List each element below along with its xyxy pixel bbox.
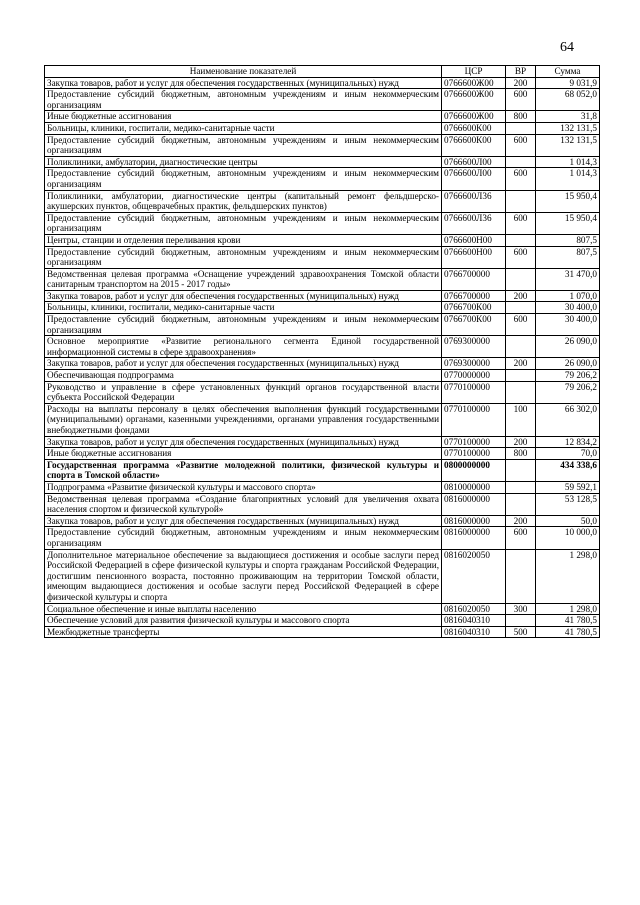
cell-vr: 600 — [506, 168, 536, 190]
table-row — [45, 370, 600, 382]
table-row — [45, 381, 600, 403]
header-sum: Сумма — [536, 66, 600, 78]
cell-sum: 1 298,0 — [536, 603, 600, 615]
cell-csr: 0766700К00 — [442, 314, 506, 336]
cell-csr: 0770100000 — [442, 403, 506, 436]
cell-vr — [506, 190, 536, 212]
table-row — [45, 190, 600, 212]
cell-sum: 53 128,5 — [536, 493, 600, 515]
cell-csr: 0766600Н00 — [442, 234, 506, 246]
cell-vr: 200 — [506, 515, 536, 527]
cell-name: Предоставление субсидий бюджетным, автономным учреждениям и иным некоммерческим организациям — [45, 168, 442, 190]
table-row — [45, 615, 600, 627]
cell-vr — [506, 493, 536, 515]
table-row — [45, 290, 600, 302]
table-row — [45, 549, 600, 603]
cell-csr: 0770100000 — [442, 436, 506, 448]
cell-vr: 600 — [506, 212, 536, 234]
cell-vr: 200 — [506, 436, 536, 448]
cell-vr: 600 — [506, 134, 536, 156]
cell-vr — [506, 481, 536, 493]
cell-name: Социальное обеспечение и иные выплаты населению — [45, 603, 442, 615]
cell-csr: 0816040310 — [442, 626, 506, 638]
cell-csr: 0766600Н00 — [442, 246, 506, 268]
cell-vr — [506, 459, 536, 481]
table-row — [45, 77, 600, 89]
cell-name: Закупка товаров, работ и услуг для обеспечения государственных (муниципальных) нужд — [45, 77, 442, 89]
cell-vr — [506, 336, 536, 358]
header-csr: ЦСР — [442, 66, 506, 78]
cell-csr: 0766700000 — [442, 290, 506, 302]
cell-sum: 79 206,2 — [536, 381, 600, 403]
table-row — [45, 358, 600, 370]
cell-vr — [506, 615, 536, 627]
cell-name: Предоставление субсидий бюджетным, автономным учреждениям и иным некоммерческим организациям — [45, 527, 442, 549]
cell-name: Больницы, клиники, госпитали, медико-санитарные части — [45, 122, 442, 134]
cell-sum: 9 031,9 — [536, 77, 600, 89]
cell-sum: 807,5 — [536, 246, 600, 268]
cell-sum: 50,0 — [536, 515, 600, 527]
cell-name: Предоставление субсидий бюджетным, автономным учреждениям и иным некоммерческим организациям — [45, 314, 442, 336]
cell-vr: 600 — [506, 527, 536, 549]
table-row — [45, 89, 600, 111]
cell-csr: 0766600Ж00 — [442, 89, 506, 111]
cell-vr: 600 — [506, 246, 536, 268]
cell-sum: 26 090,0 — [536, 358, 600, 370]
cell-csr: 0766600К00 — [442, 134, 506, 156]
cell-sum: 10 000,0 — [536, 527, 600, 549]
cell-sum: 79 206,2 — [536, 370, 600, 382]
table-row — [45, 122, 600, 134]
cell-sum: 26 090,0 — [536, 336, 600, 358]
table-row — [45, 515, 600, 527]
cell-sum: 68 052,0 — [536, 89, 600, 111]
cell-vr — [506, 156, 536, 168]
cell-sum: 31,8 — [536, 111, 600, 123]
cell-csr: 0769300000 — [442, 336, 506, 358]
table-row — [45, 336, 600, 358]
cell-csr: 0770100000 — [442, 448, 506, 460]
cell-sum: 41 780,5 — [536, 615, 600, 627]
cell-name: Предоставление субсидий бюджетным, автономным учреждениям и иным некоммерческим организациям — [45, 212, 442, 234]
cell-vr: 100 — [506, 403, 536, 436]
cell-vr: 800 — [506, 448, 536, 460]
cell-sum: 434 338,6 — [536, 459, 600, 481]
cell-csr: 0800000000 — [442, 459, 506, 481]
cell-sum: 1 014,3 — [536, 168, 600, 190]
table-row — [45, 234, 600, 246]
table-row — [45, 156, 600, 168]
table-row — [45, 314, 600, 336]
cell-csr: 0816000000 — [442, 493, 506, 515]
cell-csr: 0816020050 — [442, 603, 506, 615]
table-row — [45, 481, 600, 493]
table-row — [45, 168, 600, 190]
cell-name: Центры, станции и отделения переливания крови — [45, 234, 442, 246]
cell-name: Предоставление субсидий бюджетным, автономным учреждениям и иным некоммерческим организациям — [45, 134, 442, 156]
cell-name: Расходы на выплаты персоналу в целях обеспечения выполнения функций государственными (муниципальными) органами, казенными учреждениями, органами управления государственными внебюджетными фондами — [45, 403, 442, 436]
cell-name: Предоставление субсидий бюджетным, автономным учреждениям и иным некоммерческим организациям — [45, 89, 442, 111]
cell-vr — [506, 302, 536, 314]
cell-vr — [506, 370, 536, 382]
cell-name: Поликлиники, амбулатории, диагностические центры (капитальный ремонт фельдшерско-акушерских пунктов, общеврачебных практик, фельдшерских пунктов) — [45, 190, 442, 212]
table-row — [45, 403, 600, 436]
table-row — [45, 212, 600, 234]
cell-csr: 0770000000 — [442, 370, 506, 382]
cell-csr: 0766600Ж00 — [442, 77, 506, 89]
cell-csr: 0769300000 — [442, 358, 506, 370]
cell-name: Закупка товаров, работ и услуг для обеспечения государственных (муниципальных) нужд — [45, 436, 442, 448]
cell-vr — [506, 381, 536, 403]
header-name: Наименование показателей — [45, 66, 442, 78]
cell-name: Подпрограмма «Развитие физической культуры и массового спорта» — [45, 481, 442, 493]
cell-name: Обеспечивающая подпрограмма — [45, 370, 442, 382]
cell-vr: 600 — [506, 314, 536, 336]
cell-sum: 31 470,0 — [536, 268, 600, 290]
cell-csr: 0770100000 — [442, 381, 506, 403]
cell-name: Иные бюджетные ассигнования — [45, 448, 442, 460]
cell-sum: 807,5 — [536, 234, 600, 246]
cell-vr: 300 — [506, 603, 536, 615]
cell-csr: 0816020050 — [442, 549, 506, 603]
cell-sum: 59 592,1 — [536, 481, 600, 493]
cell-name: Закупка товаров, работ и услуг для обеспечения государственных (муниципальных) нужд — [45, 515, 442, 527]
cell-name: Поликлиники, амбулатории, диагностические центры — [45, 156, 442, 168]
cell-sum: 132 131,5 — [536, 122, 600, 134]
cell-name: Предоставление субсидий бюджетным, автономным учреждениям и иным некоммерческим организациям — [45, 246, 442, 268]
cell-sum: 1 070,0 — [536, 290, 600, 302]
cell-csr: 0816000000 — [442, 527, 506, 549]
table-row — [45, 134, 600, 156]
cell-name: Дополнительное материальное обеспечение за выдающиеся достижения и особые заслуги перед Российской Федерацией в сфере физической культуры и спорта гражданам Российской Федерации, достигшим пенсионного возраста, постоянно проживающим на территории Томской области, имеющим выдающиеся достижения и особые заслуги перед Российской Федерацией в сфере физической культуры и спорта — [45, 549, 442, 603]
cell-sum: 15 950,4 — [536, 212, 600, 234]
cell-vr: 600 — [506, 89, 536, 111]
cell-vr — [506, 122, 536, 134]
cell-sum: 1 298,0 — [536, 549, 600, 603]
cell-csr: 0766600Ж00 — [442, 111, 506, 123]
header-vr: ВР — [506, 66, 536, 78]
table-row — [45, 246, 600, 268]
cell-csr: 0766700К00 — [442, 302, 506, 314]
cell-csr: 0766700000 — [442, 268, 506, 290]
cell-vr: 500 — [506, 626, 536, 638]
cell-vr: 200 — [506, 290, 536, 302]
cell-sum: 30 400,0 — [536, 314, 600, 336]
cell-name: Иные бюджетные ассигнования — [45, 111, 442, 123]
table-row — [45, 459, 600, 481]
cell-name: Основное мероприятие «Развитие регионального сегмента Единой государственной информационной системы в сфере здравоохранения» — [45, 336, 442, 358]
cell-name: Межбюджетные трансферты — [45, 626, 442, 638]
cell-sum: 41 780,5 — [536, 626, 600, 638]
cell-csr: 0816000000 — [442, 515, 506, 527]
table-row — [45, 436, 600, 448]
table-row — [45, 493, 600, 515]
cell-csr: 0766600Л36 — [442, 190, 506, 212]
cell-name: Закупка товаров, работ и услуг для обеспечения государственных (муниципальных) нужд — [45, 290, 442, 302]
cell-vr: 200 — [506, 358, 536, 370]
cell-name: Государственная программа «Развитие молодежной политики, физической культуры и спорта в Томской области» — [45, 459, 442, 481]
cell-csr: 0810000000 — [442, 481, 506, 493]
table-row — [45, 448, 600, 460]
cell-sum: 15 950,4 — [536, 190, 600, 212]
table-row — [45, 268, 600, 290]
cell-sum: 70,0 — [536, 448, 600, 460]
cell-name: Ведомственная целевая программа «Оснащение учреждений здравоохранения Томской области санитарным транспортом на 2015 - 2017 годы» — [45, 268, 442, 290]
table-body — [45, 77, 600, 638]
cell-vr — [506, 234, 536, 246]
cell-sum: 132 131,5 — [536, 134, 600, 156]
cell-name: Больницы, клиники, госпитали, медико-санитарные части — [45, 302, 442, 314]
table-row — [45, 111, 600, 123]
table-row — [45, 302, 600, 314]
cell-sum: 12 834,2 — [536, 436, 600, 448]
table-header-row — [45, 66, 600, 78]
cell-vr: 200 — [506, 77, 536, 89]
cell-vr — [506, 268, 536, 290]
table-row — [45, 603, 600, 615]
cell-vr — [506, 549, 536, 603]
cell-sum: 66 302,0 — [536, 403, 600, 436]
cell-csr: 0766600Л00 — [442, 168, 506, 190]
cell-csr: 0766600Л36 — [442, 212, 506, 234]
cell-csr: 0816040310 — [442, 615, 506, 627]
cell-name: Обеспечение условий для развития физической культуры и массового спорта — [45, 615, 442, 627]
cell-name: Руководство и управление в сфере установленных функций органов государственной власти субъекта Российской Федерации — [45, 381, 442, 403]
cell-sum: 30 400,0 — [536, 302, 600, 314]
table-row — [45, 626, 600, 638]
cell-vr: 800 — [506, 111, 536, 123]
budget-table — [44, 65, 600, 638]
cell-csr: 0766600К00 — [442, 122, 506, 134]
cell-name: Закупка товаров, работ и услуг для обеспечения государственных (муниципальных) нужд — [45, 358, 442, 370]
cell-name: Ведомственная целевая программа «Создание благоприятных условий для увеличения охвата населения спортом и физической культурой» — [45, 493, 442, 515]
page-number: 64 — [560, 40, 574, 55]
cell-sum: 1 014,3 — [536, 156, 600, 168]
cell-csr: 0766600Л00 — [442, 156, 506, 168]
table-row — [45, 527, 600, 549]
